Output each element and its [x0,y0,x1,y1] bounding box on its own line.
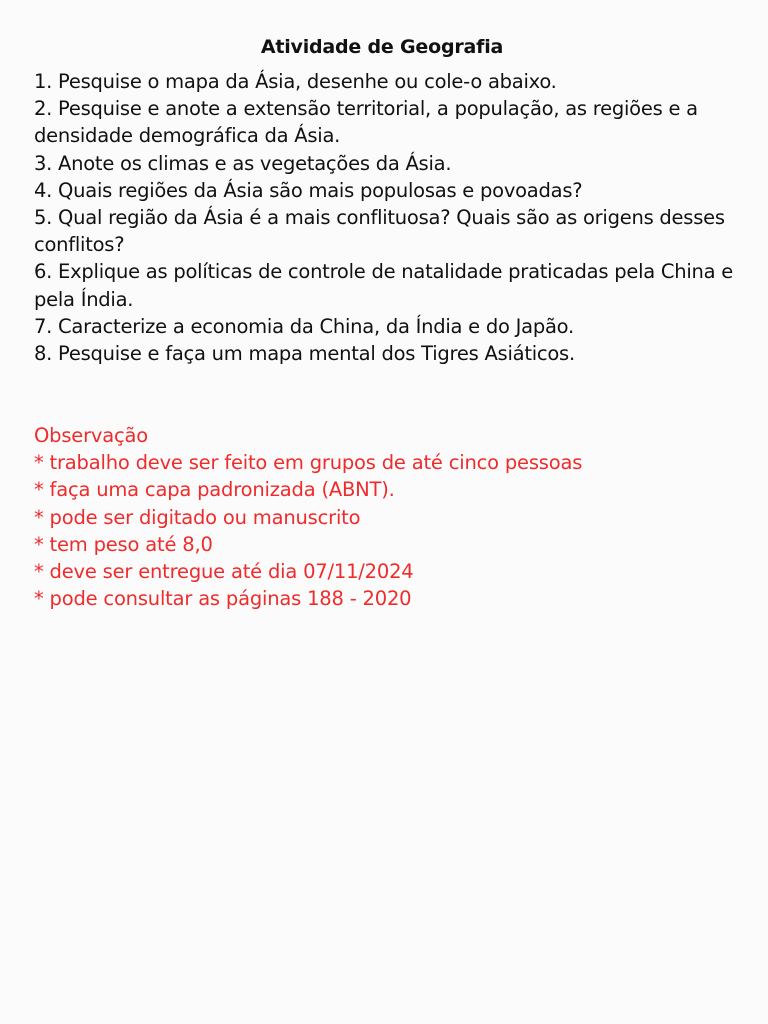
observation-item: * trabalho deve ser feito em grupos de até cinco pessoas [34,451,583,475]
question-item: 1. Pesquise o mapa da Ásia, desenhe ou cole-o abaixo. [34,70,557,93]
observation-heading: Observação [34,424,148,447]
observation-item: * faça uma capa padronizada (ABNT). [34,478,395,502]
question-item: 5. Qual região da Ásia é a mais conflituosa? Quais são as origens desses conflitos? [34,206,725,257]
observation-item: * pode consultar as páginas 188 - 2020 [34,587,412,611]
question-item: 8. Pesquise e faça um mapa mental dos Tigres Asiáticos. [34,342,575,366]
observation-item: * pode ser digitado ou manuscrito [34,505,361,529]
question-item: 2. Pesquise e anote a extensão territorial, a população, as regiões e a densidade demográfica da Ásia. [34,97,698,148]
observation-list [34,449,744,612]
question-item: 4. Quais regiões da Ásia são mais populosas e povoadas? [34,178,583,202]
observation-item: * deve ser entregue até dia 07/11/2024 [34,560,414,584]
questions-list [34,68,744,367]
observation-section [34,422,744,612]
question-item: 7. Caracterize a economia da China, da Índia e do Japão. [34,314,574,338]
question-item: 6. Explique as políticas de controle de natalidade praticadas pela China e pela Índia. [34,260,734,311]
observation-item: * tem peso até 8,0 [34,532,213,556]
page-title: Atividade de Geografia [260,35,504,58]
question-item: 3. Anote os climas e as vegetações da Ásia. [34,151,452,175]
